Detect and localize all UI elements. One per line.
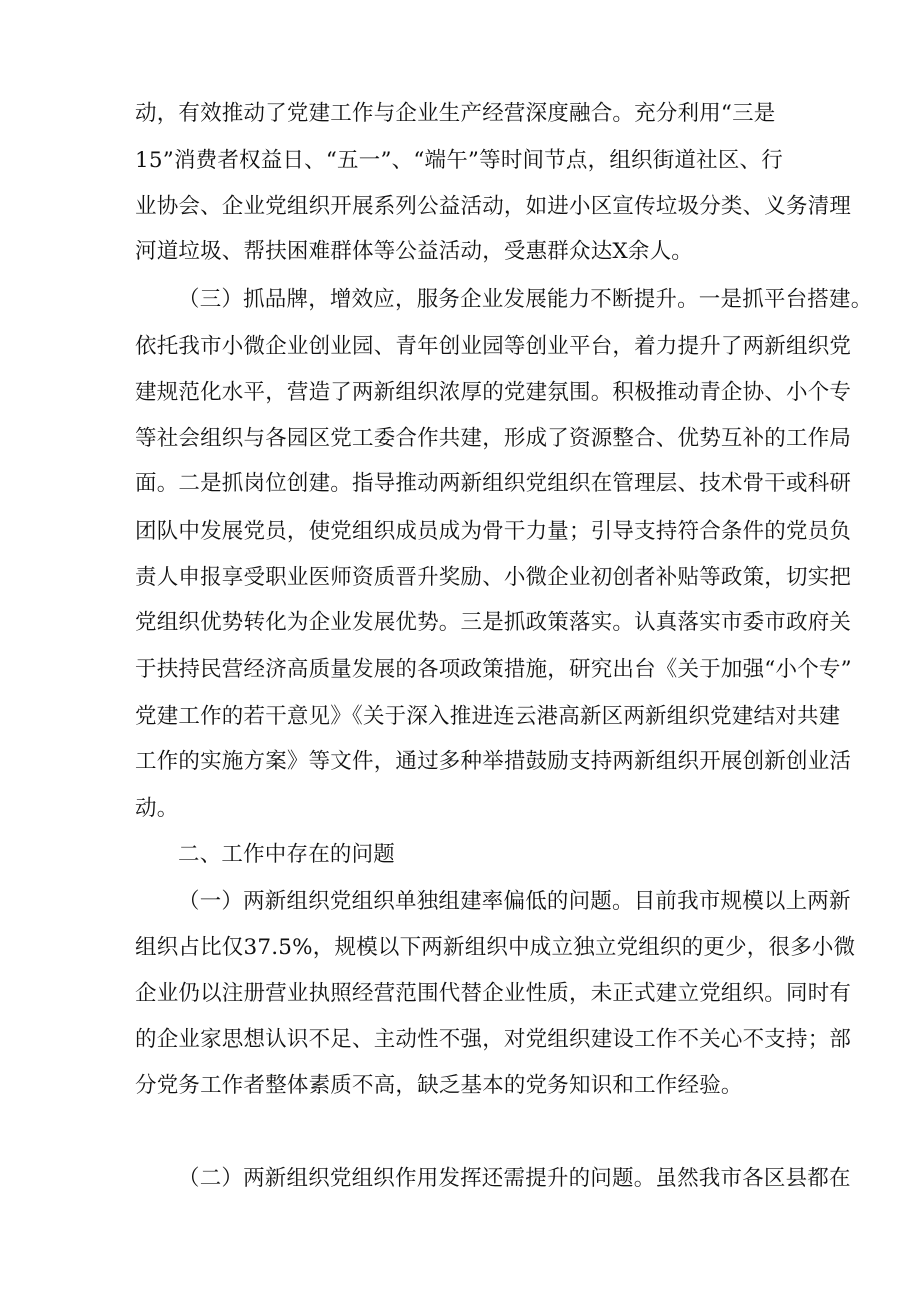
text-line: 党建工作的若干意见》《关于深入推进连云港高新区两新组织党建结对共建 — [135, 704, 841, 729]
section-heading: 二、工作中存在的问题 — [178, 842, 396, 867]
text-line: 分党务工作者整体素质不高，缺乏基本的党务知识和工作经验。 — [135, 1073, 743, 1098]
text-line: 工作的实施方案》等文件，通过多种举措鼓励支持两新组织开展创新创业活 — [135, 749, 852, 774]
paragraph-heading: （三）抓品牌，增效应，服务企业发展能力不断提升。一是抓平台搭建。 — [178, 287, 873, 312]
text-line: 企业仍以注册营业执照经营范围代替企业性质，未正式建立党组织。同时有 — [135, 981, 852, 1006]
text-line: 团队中发展党员，使党组织成员成为骨干力量；引导支持符合条件的党员负 — [135, 519, 852, 544]
text-line: 的企业家思想认识不足、主动性不强，对党组织建设工作不关心不支持；部 — [135, 1027, 852, 1052]
text-line: 面。二是抓岗位创建。指导推动两新组织党组织在管理层、技术骨干或科研 — [135, 471, 852, 496]
text-line: 建规范化水平，营造了两新组织浓厚的党建氛围。积极推动青企协、小个专 — [135, 380, 852, 405]
text-line: 15”消费者权益日、“五一”、“端午”等时间节点，组织街道社区、行 — [135, 148, 783, 173]
text-line: 依托我市小微企业创业园、青年创业园等创业平台，着力提升了两新组织党 — [135, 334, 852, 359]
text-line: 组织占比仅37.5%，规模以下两新组织中成立独立党组织的更少，很多小微 — [135, 935, 856, 960]
text-line: 责人申报享受职业医师资质晋升奖励、小微企业初创者补贴等政策，切实把 — [135, 565, 852, 590]
text-line: 动。 — [135, 796, 179, 821]
text-line: 动，有效推动了党建工作与企业生产经营深度融合。充分利用“三是 — [135, 101, 776, 126]
paragraph-heading: （一）两新组织党组织单独组建率偏低的问题。目前我市规模以上两新 — [178, 889, 851, 914]
text-line: 业协会、企业党组织开展系列公益活动，如进小区宣传垃圾分类、义务清理 — [135, 194, 852, 219]
paragraph-heading: （二）两新组织党组织作用发挥还需提升的问题。虽然我市各区县都在 — [178, 1166, 851, 1191]
text-line: 于扶持民营经济高质量发展的各项政策措施，研究出台《关于加强“小个专” — [135, 657, 852, 682]
text-line: 等社会组织与各园区党工委合作共建，形成了资源整合、优势互补的工作局 — [135, 426, 852, 451]
text-line: 党组织优势转化为企业发展优势。三是抓政策落实。认真落实市委市政府关 — [135, 610, 852, 635]
text-line: 河道垃圾、帮扶困难群体等公益活动，受惠群众达X余人。 — [135, 239, 694, 264]
